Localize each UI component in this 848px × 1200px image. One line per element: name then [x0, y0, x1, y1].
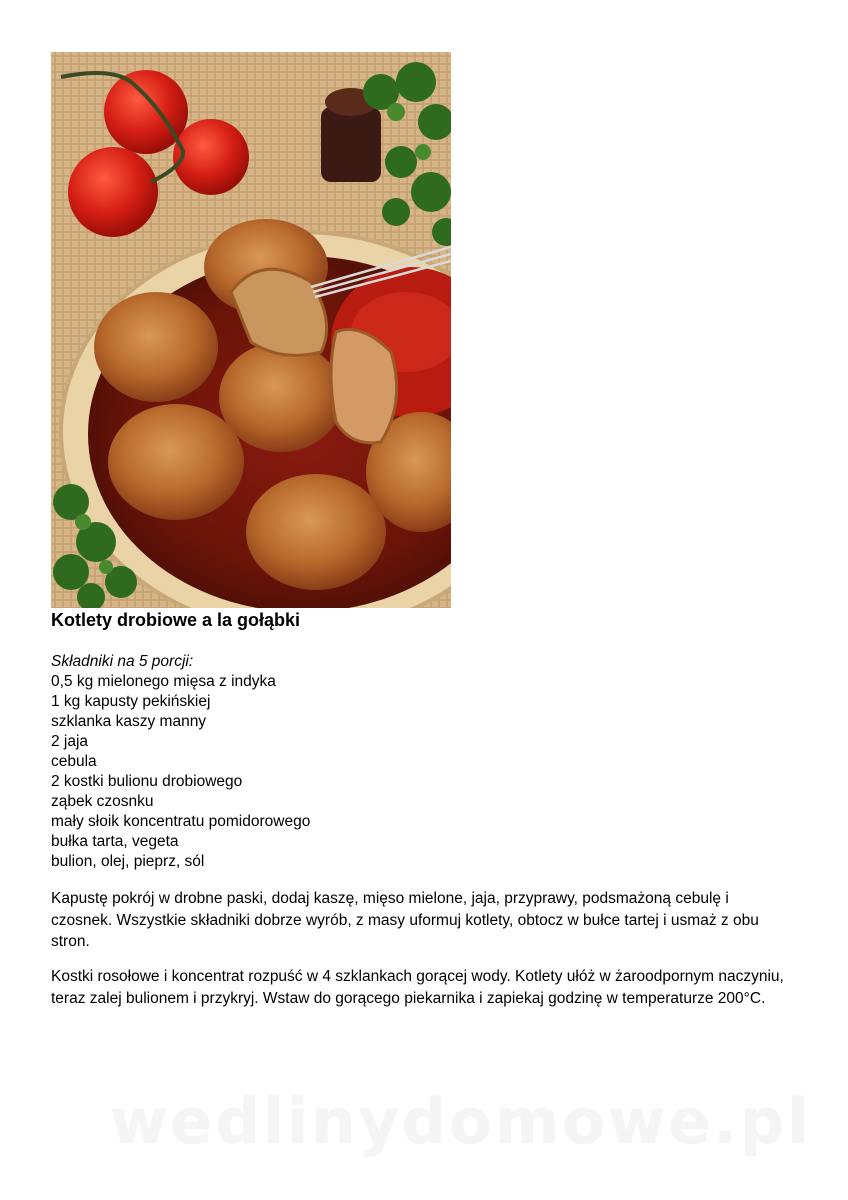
ingredient-item: szklanka kaszy manny — [51, 713, 207, 730]
ingredient-item: mały słoik koncentratu pomidorowego — [51, 813, 311, 830]
ingredient-item: 1 kg kapusty pekińskiej — [51, 693, 211, 710]
site-watermark: wedlinydomowe.pl — [110, 1085, 812, 1158]
ingredient-item: bulion, olej, pieprz, sól — [51, 853, 205, 870]
recipe-photo — [51, 52, 451, 608]
ingredients-list — [51, 652, 310, 872]
ingredient-item: 2 jaja — [51, 733, 89, 750]
ingredient-item: bułka tarta, vegeta — [51, 833, 179, 850]
recipe-title: Kotlety drobiowe a la gołąbki — [51, 610, 301, 630]
instructions-step-1: Kapustę pokrój w drobne paski, dodaj kaszę, mięso mielone, jaja, przyprawy, podsmażoną cebulę i czosnek. Wszystkie składniki dobrze wyrób, z masy uformuj kotlety, obtocz w bułce tartej i usmaż z obu stron. — [51, 890, 759, 950]
ingredient-item: 0,5 kg mielonego mięsa z indyka — [51, 673, 276, 690]
ingredients-header: Składniki na 5 porcji: — [51, 653, 194, 670]
recipe-photo-chicken-cutlets-icon — [51, 52, 451, 608]
ingredient-item: cebula — [51, 753, 97, 770]
ingredient-item: ząbek czosnku — [51, 793, 154, 810]
ingredient-item: 2 kostki bulionu drobiowego — [51, 773, 243, 790]
instructions-step-2: Kostki rosołowe i koncentrat rozpuść w 4 szklankach gorącej wody. Kotlety ułóż w żaroodpornym naczyniu, teraz zalej bulionem i przykryj. Wstaw do gorącego piekarnika i zapiekaj godzinę w temperaturze 200°C. — [51, 968, 784, 1007]
